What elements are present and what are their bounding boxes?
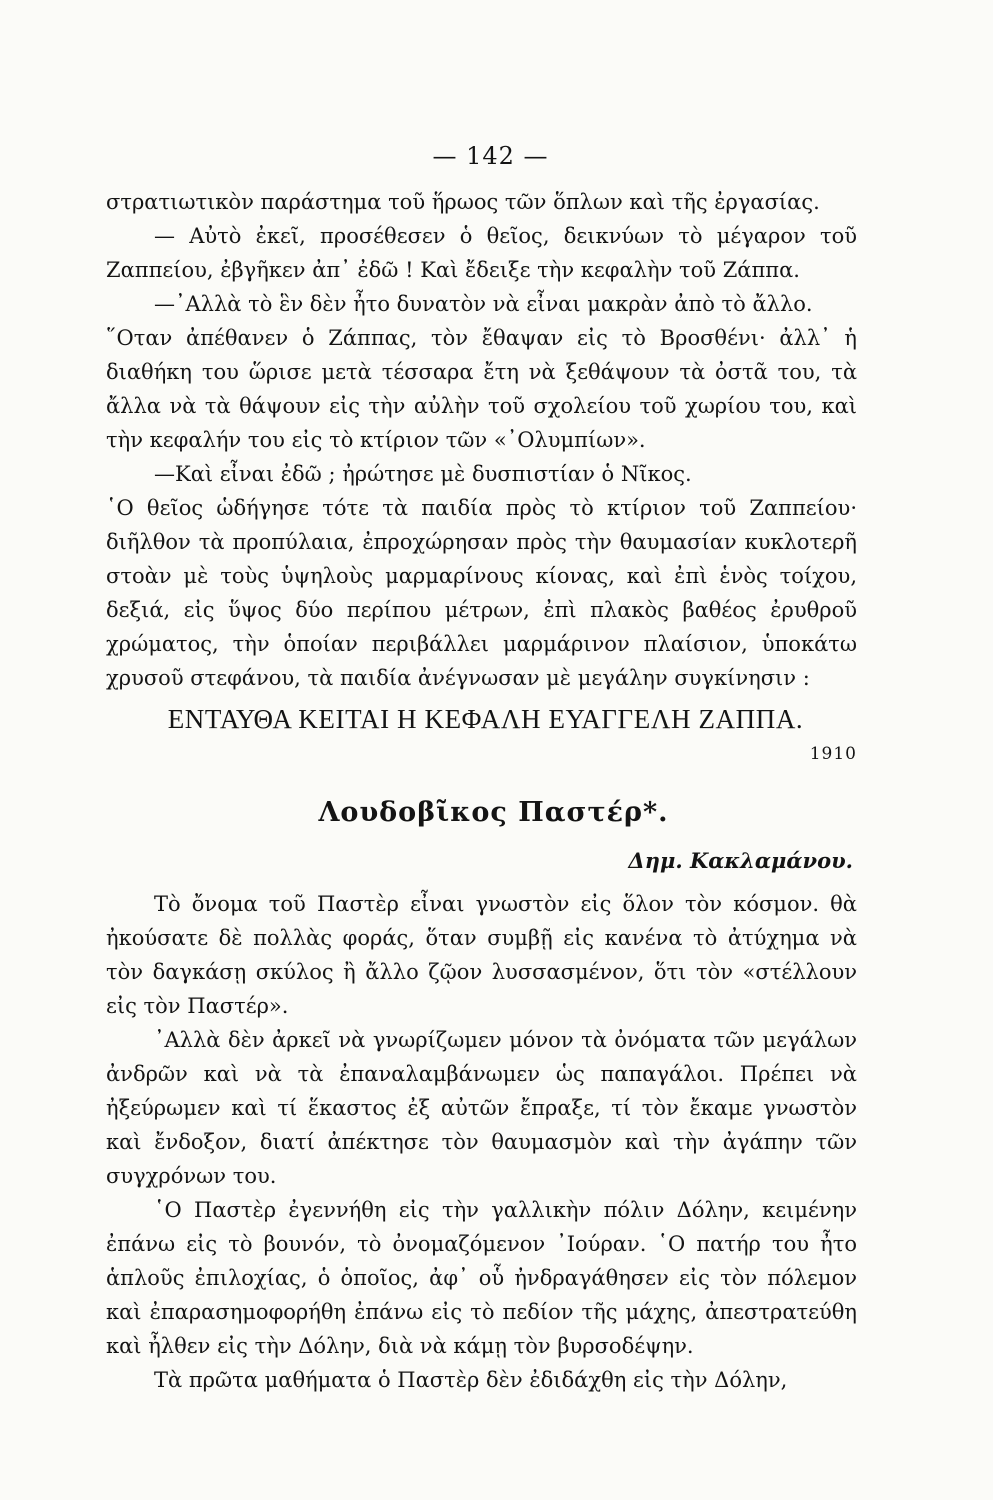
article-title: Λουδοβῖκος Παστέρ*. bbox=[318, 797, 669, 828]
paragraph-dialogue-other: —᾽Αλλὰ τὸ ἓν δὲν ἦτο δυνατὸν νὰ εἶναι μακρὰν ἀπὸ τὸ ἄλλο. bbox=[154, 292, 813, 316]
article-author: Δημ. Κακλαμάνου. bbox=[628, 848, 853, 873]
article-paragraph-3: ῾Ο Παστὲρ ἐγεννήθη εἰς τὴν γαλλικὴν πόλιν Δόλην, κειμένην ἐπάνω εἰς τὸ βουνόν, τὸ ὀνομαζόμενον ᾽Ιούραν. ῾Ο πατήρ του ἦτο ἁπλοῦς ἐπιλοχίας, ὁ ὁποῖος, ἀφ᾽ οὗ ἠνδραγάθησεν εἰς τὸν πόλεμον καὶ ἐπαρασημοφορήθη ἐπάνω εἰς τὸ πεδίον τῆς μάχης, ἀπεστρατεύθη καὶ ἦλθεν εἰς τὴν Δόλην, διὰ νὰ κάμῃ τὸν βυρσοδέψην. bbox=[106, 1198, 857, 1358]
paragraph-dialogue-uncle: — Αὐτὸ ἐκεῖ, προσέθεσεν ὁ θεῖος, δεικνύων τὸ μέγαρον τοῦ Ζαππείου, ἐβγῆκεν ἀπ᾽ ἐδῶ ! Καὶ ἔδειξε τὴν κεφαλὴν τοῦ Ζάππα. bbox=[106, 224, 857, 282]
epitaph-inscription: ΕΝΤΑΥΘΑ ΚΕΙΤΑΙ Η ΚΕΦΑΛΗ ΕΥΑΓΓΕΛΗ ΖΑΠΠΑ. bbox=[167, 704, 804, 734]
article-paragraph-2: ᾽Αλλὰ δὲν ἀρκεῖ νὰ γνωρίζωμεν μόνον τὰ ὀνόματα τῶν μεγάλων ἀνδρῶν καὶ νὰ τὰ ἐπαναλαμβάνωμεν ὡς παπαγάλοι. Πρέπει νὰ ἠξεύρωμεν καὶ τί ἕκαστος ἐξ αὐτῶν ἔπραξε, τί τὸν ἔκαμε γνωστὸν καὶ ἔνδοξον, διατί ἀπέκτησε τὸν θαυμασμὸν καὶ τὴν ἀγάπην τῶν συγχρόνων του. bbox=[106, 1028, 857, 1188]
page-number: — 142 — bbox=[432, 142, 549, 170]
paragraph-zappeion-visit: ῾Ο θεῖος ὡδήγησε τότε τὰ παιδία πρὸς τὸ κτίριον τοῦ Ζαππείου· διῆλθον τὰ προπύλαια, ἐπροχώρησαν πρὸς τὴν θαυμασίαν κυκλοτερῆ στοὰν μὲ τοὺς ὑψηλοὺς μαρμαρίνους κίονας, καὶ ἐπὶ ἑνὸς τοίχου, δεξιά, εἰς ὕψος δύο περίπου μέτρων, ἐπὶ πλακὸς βαθέος ἐρυθροῦ χρώματος, τὴν ὁποίαν περιβάλλει μαρμάρινον πλαίσιον, ὑποκάτω χρυσοῦ στεφάνου, τὰ παιδία ἀνέγνωσαν μὲ μεγάλην συγκίνησιν : bbox=[106, 496, 857, 690]
paragraph-zappas-burial: ῞Οταν ἀπέθανεν ὁ Ζάππας, τὸν ἔθαψαν εἰς τὸ Βροσθένι· ἀλλ᾽ ἡ διαθήκη του ὥρισε μετὰ τέσσαρα ἔτη νὰ ξεθάψουν τὰ ὀστᾶ του, τὰ ἄλλα νὰ τὰ θάψουν εἰς τὴν αὐλὴν τοῦ σχολείου τοῦ χωρίου του, καὶ τὴν κεφαλήν του εἰς τὸ κτίριον τῶν «᾽Ολυμπίων». bbox=[106, 326, 857, 452]
article-paragraph-4: Τὰ πρῶτα μαθήματα ὁ Παστὲρ δὲν ἐδιδάχθη εἰς τὴν Δόλην, bbox=[154, 1368, 788, 1392]
year-note: 1910 bbox=[809, 744, 857, 764]
paragraph-nikos-question: —Καὶ εἶναι ἐδῶ ; ἠρώτησε μὲ δυσπιστίαν ὁ Νῖκος. bbox=[154, 462, 692, 486]
paragraph-continued: στρατιωτικὸν παράστημα τοῦ ἥρωος τῶν ὅπλων καὶ τῆς ἐργασίας. bbox=[106, 190, 820, 214]
article-paragraph-1: Τὸ ὄνομα τοῦ Παστὲρ εἶναι γνωστὸν εἰς ὅλον τὸν κόσμον. θὰ ἠκούσατε δὲ πολλὰς φοράς, ὅταν συμβῇ εἰς κανένα τὸ ἀτύχημα νὰ τὸν δαγκάσῃ σκύλος ἢ ἄλλο ζῷον λυσσασμένον, ὅτι τὸν «στέλλουν εἰς τὸν Παστέρ». bbox=[106, 892, 857, 1018]
